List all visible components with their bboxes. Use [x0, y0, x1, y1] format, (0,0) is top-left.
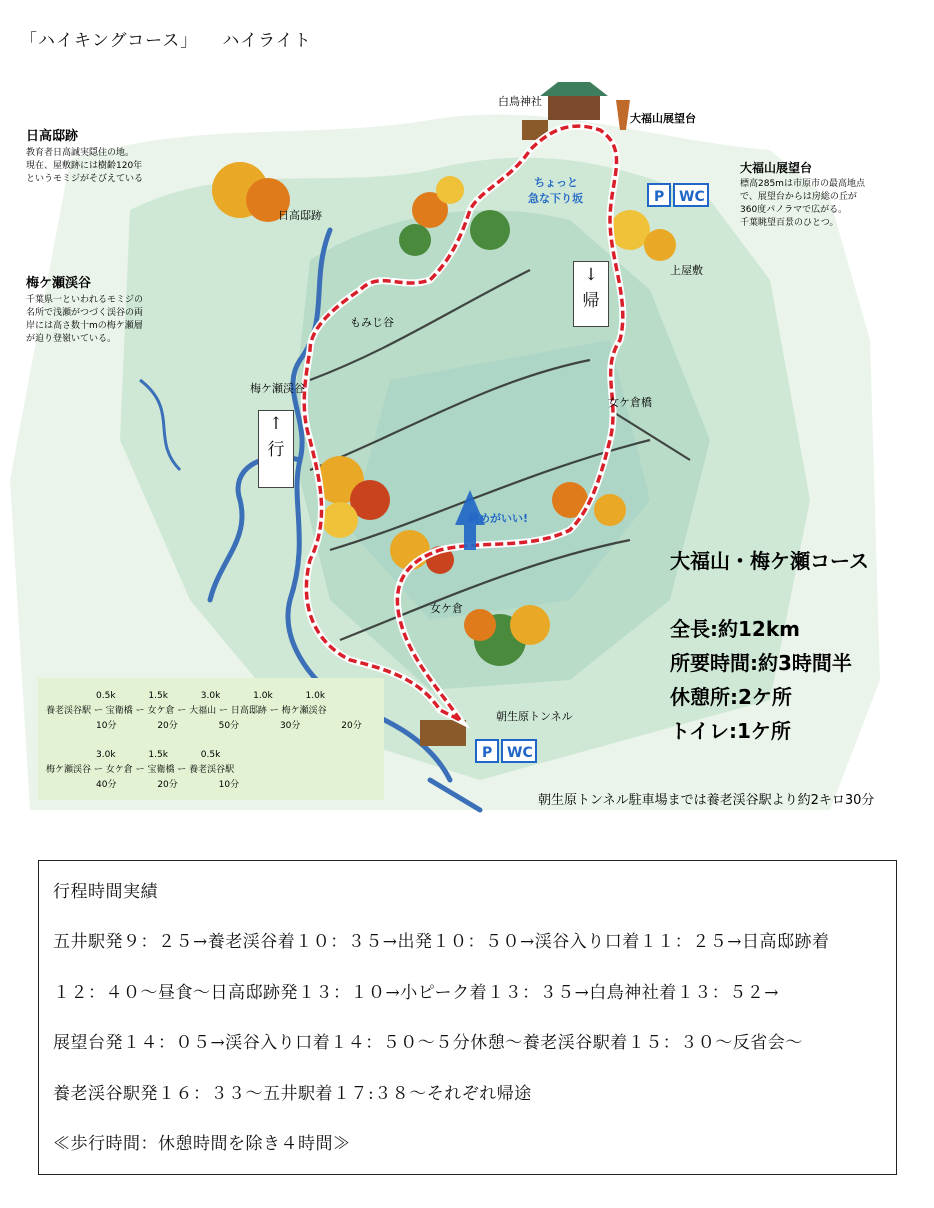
course-toilet: トイレ:1ケ所 [670, 719, 791, 743]
course-title: 大福山・梅ケ瀬コース [670, 549, 869, 573]
label-observatory: 大福山展望台 [630, 112, 696, 125]
umegase-desc: が迫り登嶺いている。 [26, 334, 117, 344]
label-steep: ちょっと [534, 176, 578, 189]
hidaka-title: 日高邸跡 [26, 129, 79, 144]
itinerary-walking-time: ≪歩行時間：休憩時間を除き４時間≫ [53, 1134, 351, 1154]
page-header [20, 26, 312, 51]
parking-icon: P [482, 745, 493, 761]
direction-go-label: 行 [267, 440, 285, 460]
label-steep: 急な下り坂 [528, 192, 583, 205]
label-momiji-valley: もみじ谷 [350, 316, 394, 329]
umegase-title: 梅ケ瀬渓谷 [26, 276, 92, 291]
direction-go-box [258, 410, 294, 488]
label-megura-bridge: 女ケ倉橋 [608, 396, 652, 409]
arrow-down-icon: ↓ [583, 265, 599, 285]
observatory-desc: 360度パノラマで広がる。 [740, 205, 848, 215]
label-shiratori-shrine: 白鳥神社 [498, 95, 542, 108]
label-good-view: 眺めがいい! [468, 512, 529, 525]
itinerary-panel [38, 860, 897, 1175]
course-rest: 休憩所:2ケ所 [670, 685, 792, 709]
route-row2-time: 40分 20分 10分 [96, 780, 240, 790]
observatory-title: 大福山展望台 [740, 161, 813, 175]
label-megura: 女ケ倉 [430, 602, 463, 615]
route-row1-distance: 0.5k 1.5k 3.0k 1.0k 1.0k [96, 691, 326, 701]
wc-icon: WC [507, 745, 533, 761]
parking-icon: P [654, 189, 665, 205]
itinerary-line: １２：４０～昼食～日高邸跡発１３：１０→小ピーク着１３：３５→白鳥神社着１３：５２→ [53, 983, 780, 1003]
umegase-desc: 名所で浅瀬がつづく渓谷の両 [26, 308, 144, 318]
itinerary-line: 展望台発１４：０５→渓谷入り口着１４：５０～５分休憩～養老渓谷駅着１５：３０～反省会～ [53, 1033, 803, 1053]
route-row2-stops: 梅ケ瀬渓谷 ー 女ケ倉 ー 宝衛橋 ー 養老渓谷駅 [46, 765, 235, 775]
hiking-map [10, 80, 890, 815]
map-illustration [10, 80, 890, 815]
route-row1-stops: 養老渓谷駅 ー 宝衛橋 ー 女ケ倉 ー 大福山 ー 日高邸跡 ー 梅ケ瀬渓谷 [46, 706, 327, 716]
route-row2-distance: 3.0k 1.5k 0.5k [96, 750, 221, 760]
hidaka-desc: 現在、屋敷跡には樹齢120年 [26, 161, 143, 171]
map-footnote: 朝生原トンネル駐車場までは養老渓谷駅より約2キロ30分 [538, 793, 875, 808]
label-tunnel: 朝生原トンネル [496, 710, 573, 723]
observatory-desc: 千葉眺望百景のひとつ。 [740, 218, 839, 228]
itinerary-line: 五井駅発９：２５→養老渓谷着１０：３５→出発１０：５０→渓谷入り口着１１：２５→日高邸跡着 [53, 932, 830, 952]
label-umegase: 梅ケ瀬渓谷 [250, 382, 305, 395]
itinerary-title: 行程時間実績 [53, 882, 158, 902]
page-subtitle: ハイライト [222, 31, 312, 51]
label-kamiyashiki: 上屋敷 [670, 264, 703, 277]
route-row1-time: 10分 20分 50分 30分 20分 [96, 721, 362, 731]
observatory-desc: で、展望台からは房総の丘が [740, 192, 857, 202]
wc-icon: WC [679, 189, 705, 205]
observatory-desc: 標高285mは市原市の最高地点 [740, 179, 865, 189]
course-length: 全長:約12km [670, 617, 800, 641]
umegase-desc: 岸には高さ数十mの梅ケ瀬層 [26, 321, 143, 331]
hidaka-desc: というモミジがそびえている [26, 174, 144, 184]
direction-back-box [573, 261, 609, 327]
hidaka-desc: 教育者日高誠実隠住の地。 [26, 148, 135, 158]
itinerary-line: 養老渓谷駅発１６：３３～五井駅着１７:３８～それぞれ帰途 [53, 1084, 532, 1104]
umegase-desc: 千葉県一といわれるモミジの [26, 295, 144, 305]
arrow-up-icon: ↑ [268, 414, 284, 434]
course-time: 所要時間:約3時間半 [670, 651, 852, 675]
page-title: 「ハイキングコース」 [20, 31, 199, 51]
label-hidaka: 日高邸跡 [278, 209, 322, 222]
direction-back-label: 帰 [582, 291, 600, 311]
